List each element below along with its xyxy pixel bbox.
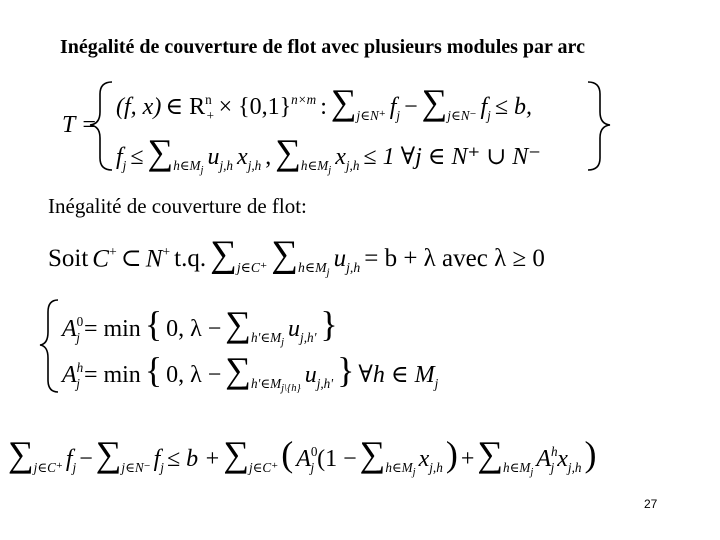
- n-plus: N+: [145, 243, 171, 272]
- ah-symbol: $A^h_j$: [536, 444, 558, 475]
- module-term: $x_{j,h}$: [335, 144, 360, 173]
- flow-term: $f_j$: [480, 94, 491, 123]
- eq-min: = min: [83, 362, 141, 388]
- capacity-term: $u_{j,h'}$: [288, 316, 317, 345]
- sum: $\sum_{j\in C^+}$: [210, 234, 268, 276]
- forall: ∀h ∈ $M_j$: [358, 362, 439, 391]
- sum: $\sum_{j\in N^-}$: [421, 82, 477, 123]
- close-paren: ): [445, 434, 458, 474]
- module-term: $x_{j,h}$: [557, 446, 582, 475]
- sum: $\sum_{h'\in M_j}$: [225, 304, 285, 349]
- sum: $\sum_{j\in N^-}$: [95, 434, 151, 475]
- zero-lambda: 0, λ −: [166, 316, 222, 342]
- sum: $\sum_{j\in N^+}$: [330, 82, 386, 123]
- final-close-paren: ): [584, 434, 597, 474]
- cover-set: C+: [92, 243, 117, 272]
- capacity-term: $u_{j,h}$: [333, 245, 361, 276]
- open-brace: {: [144, 350, 163, 390]
- left-brace-A: [40, 300, 58, 392]
- sum: $\sum_{h'\in M_{j\backslash\{h\}}}$: [225, 350, 301, 395]
- soit: Soit: [48, 245, 89, 272]
- eq-min: = min: [83, 316, 141, 342]
- constraint-rest: ≤ 1 ∀j ∈ N⁺ ∪ N⁻: [363, 144, 541, 170]
- minus: −: [79, 446, 93, 472]
- tq: t.q.: [174, 245, 207, 272]
- plus: +: [460, 446, 475, 472]
- sum: $\sum_{h\in M_j}$: [275, 132, 332, 177]
- flow-term: $f_j$: [389, 94, 401, 123]
- flow-term: $f_j$: [116, 144, 127, 173]
- page-number: 27: [644, 497, 658, 511]
- formula-T-line2: [116, 134, 541, 176]
- colon: :: [320, 94, 327, 120]
- slide-title: Inégalité de couverture de flot avec plusieurs modules par arc: [60, 36, 585, 58]
- tuple: (f, x): [116, 94, 162, 120]
- section-subtitle: Inégalité de couverture de flot:: [48, 194, 307, 218]
- comma: ,: [265, 144, 272, 170]
- close-brace: }: [320, 304, 338, 344]
- le: ≤: [130, 144, 144, 170]
- ah-definition: [62, 352, 438, 394]
- in-set: ∈ $R^n_+$: [165, 92, 215, 123]
- soit-rest: = b + λ avec λ ≥ 0: [364, 245, 545, 272]
- a0-symbol: $A^0_j$: [296, 444, 318, 475]
- a0-definition: [62, 306, 338, 348]
- open-brace: {: [144, 304, 163, 344]
- sum: $\sum_{h\in M_j}$: [477, 434, 534, 479]
- flow-cover-inequality: [8, 436, 596, 478]
- sum: $\sum_{h\in M_j}$: [271, 234, 330, 279]
- binary-set: × $\{0,1\}^{n\times m}$: [218, 92, 317, 120]
- cover-definition-line: [48, 236, 545, 278]
- module-term: $x_{j,h}$: [418, 446, 443, 475]
- capacity-term: $u_{j,h}$: [207, 144, 234, 173]
- formula-T-lhs: T =: [62, 112, 98, 138]
- sum: $\sum_{h\in M_j}$: [359, 434, 416, 479]
- close-brace: }: [337, 350, 355, 390]
- minus: −: [404, 94, 418, 120]
- le-b: ≤ b +: [166, 446, 221, 472]
- flow-term: $f_j$: [65, 446, 77, 475]
- bound: ≤ b,: [494, 94, 532, 120]
- one-minus: (1 −: [317, 446, 357, 472]
- module-term: $x_{j,h}$: [237, 144, 262, 173]
- flow-term: $f_j$: [153, 446, 164, 475]
- subset: ⊂: [120, 245, 142, 272]
- sum: $\sum_{j\in C^+}$: [8, 434, 63, 475]
- a0-symbol: $A^0_j$: [62, 314, 84, 345]
- formula-T-line1: [116, 84, 532, 124]
- ah-symbol: $A^h_j$: [62, 360, 84, 391]
- open-paren: (: [281, 434, 294, 474]
- right-brace-T: [588, 82, 610, 170]
- capacity-term: $u_{j,h'}$: [304, 362, 334, 391]
- sum: $\sum_{h\in M_j}$: [147, 132, 204, 177]
- zero-lambda: 0, λ −: [166, 362, 222, 388]
- sum: $\sum_{j\in C^+}$: [223, 434, 279, 475]
